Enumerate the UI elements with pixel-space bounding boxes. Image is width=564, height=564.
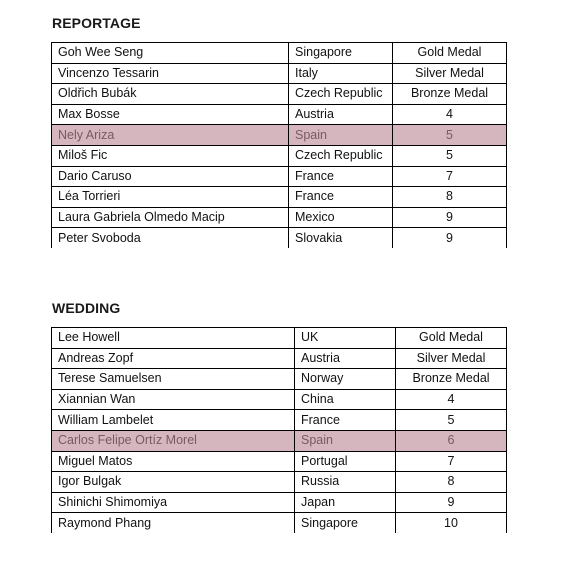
cell-country: Mexico xyxy=(289,207,393,228)
table-row xyxy=(52,43,507,64)
cell-country: Spain xyxy=(289,125,393,146)
table-row xyxy=(52,348,507,369)
cell-result: Bronze Medal xyxy=(393,84,507,105)
cell-result: Bronze Medal xyxy=(396,369,507,390)
cell-country: Austria xyxy=(289,104,393,125)
cell-result: 8 xyxy=(396,472,507,493)
wedding-table xyxy=(51,327,507,533)
cell-result: 5 xyxy=(393,125,507,146)
cell-result: 9 xyxy=(393,207,507,228)
cell-name: Dario Caruso xyxy=(52,166,289,187)
table-row xyxy=(52,125,507,146)
cell-country: Czech Republic xyxy=(289,145,393,166)
cell-name: William Lambelet xyxy=(52,410,295,431)
cell-name: Carlos Felipe Ortíz Morel xyxy=(52,430,295,451)
cell-country: Russia xyxy=(295,472,396,493)
cell-result: 5 xyxy=(396,410,507,431)
table-row xyxy=(52,430,507,451)
cell-name: Andreas Zopf xyxy=(52,348,295,369)
cell-result: Gold Medal xyxy=(396,328,507,349)
table-row xyxy=(52,228,507,248)
cell-country: Slovakia xyxy=(289,228,393,248)
cell-name: Lee Howell xyxy=(52,328,295,349)
cell-country: France xyxy=(289,187,393,208)
table-row xyxy=(52,166,507,187)
wedding-table-body xyxy=(52,328,507,533)
cell-name: Nely Ariza xyxy=(52,125,289,146)
cell-country: Singapore xyxy=(289,43,393,64)
reportage-table-body xyxy=(52,43,507,248)
cell-name: Léa Torrieri xyxy=(52,187,289,208)
table-row xyxy=(52,63,507,84)
table-row xyxy=(52,410,507,431)
cell-result: 4 xyxy=(393,104,507,125)
cell-result: 9 xyxy=(393,228,507,248)
cell-name: Oldřich Bubák xyxy=(52,84,289,105)
cell-name: Raymond Phang xyxy=(52,513,295,533)
wedding-title: WEDDING xyxy=(52,300,121,316)
cell-result: Silver Medal xyxy=(396,348,507,369)
table-row xyxy=(52,104,507,125)
cell-name: Igor Bulgak xyxy=(52,472,295,493)
cell-country: France xyxy=(295,410,396,431)
cell-name: Miguel Matos xyxy=(52,451,295,472)
cell-country: UK xyxy=(295,328,396,349)
cell-name: Goh Wee Seng xyxy=(52,43,289,64)
cell-result: 7 xyxy=(393,166,507,187)
cell-result: 9 xyxy=(396,492,507,513)
cell-name: Xiannian Wan xyxy=(52,389,295,410)
cell-country: Austria xyxy=(295,348,396,369)
cell-country: Spain xyxy=(295,430,396,451)
table-row xyxy=(52,492,507,513)
cell-result: 4 xyxy=(396,389,507,410)
table-row xyxy=(52,472,507,493)
cell-result: 6 xyxy=(396,430,507,451)
cell-country: Czech Republic xyxy=(289,84,393,105)
cell-name: Laura Gabriela Olmedo Macip xyxy=(52,207,289,228)
cell-country: Norway xyxy=(295,369,396,390)
table-row xyxy=(52,145,507,166)
cell-country: Singapore xyxy=(295,513,396,533)
cell-country: Japan xyxy=(295,492,396,513)
cell-country: France xyxy=(289,166,393,187)
cell-name: Max Bosse xyxy=(52,104,289,125)
table-row xyxy=(52,84,507,105)
table-row xyxy=(52,207,507,228)
table-row xyxy=(52,389,507,410)
cell-result: Silver Medal xyxy=(393,63,507,84)
reportage-title: REPORTAGE xyxy=(52,15,141,31)
table-row xyxy=(52,187,507,208)
cell-result: 8 xyxy=(393,187,507,208)
cell-result: 5 xyxy=(393,145,507,166)
cell-name: Miloš Fic xyxy=(52,145,289,166)
cell-result: Gold Medal xyxy=(393,43,507,64)
table-row xyxy=(52,328,507,349)
cell-name: Shinichi Shimomiya xyxy=(52,492,295,513)
cell-name: Peter Svoboda xyxy=(52,228,289,248)
reportage-table xyxy=(51,42,507,248)
cell-country: Portugal xyxy=(295,451,396,472)
table-row xyxy=(52,513,507,533)
cell-country: China xyxy=(295,389,396,410)
cell-result: 10 xyxy=(396,513,507,533)
table-row xyxy=(52,451,507,472)
cell-name: Terese Samuelsen xyxy=(52,369,295,390)
cell-result: 7 xyxy=(396,451,507,472)
cell-name: Vincenzo Tessarin xyxy=(52,63,289,84)
table-row xyxy=(52,369,507,390)
cell-country: Italy xyxy=(289,63,393,84)
